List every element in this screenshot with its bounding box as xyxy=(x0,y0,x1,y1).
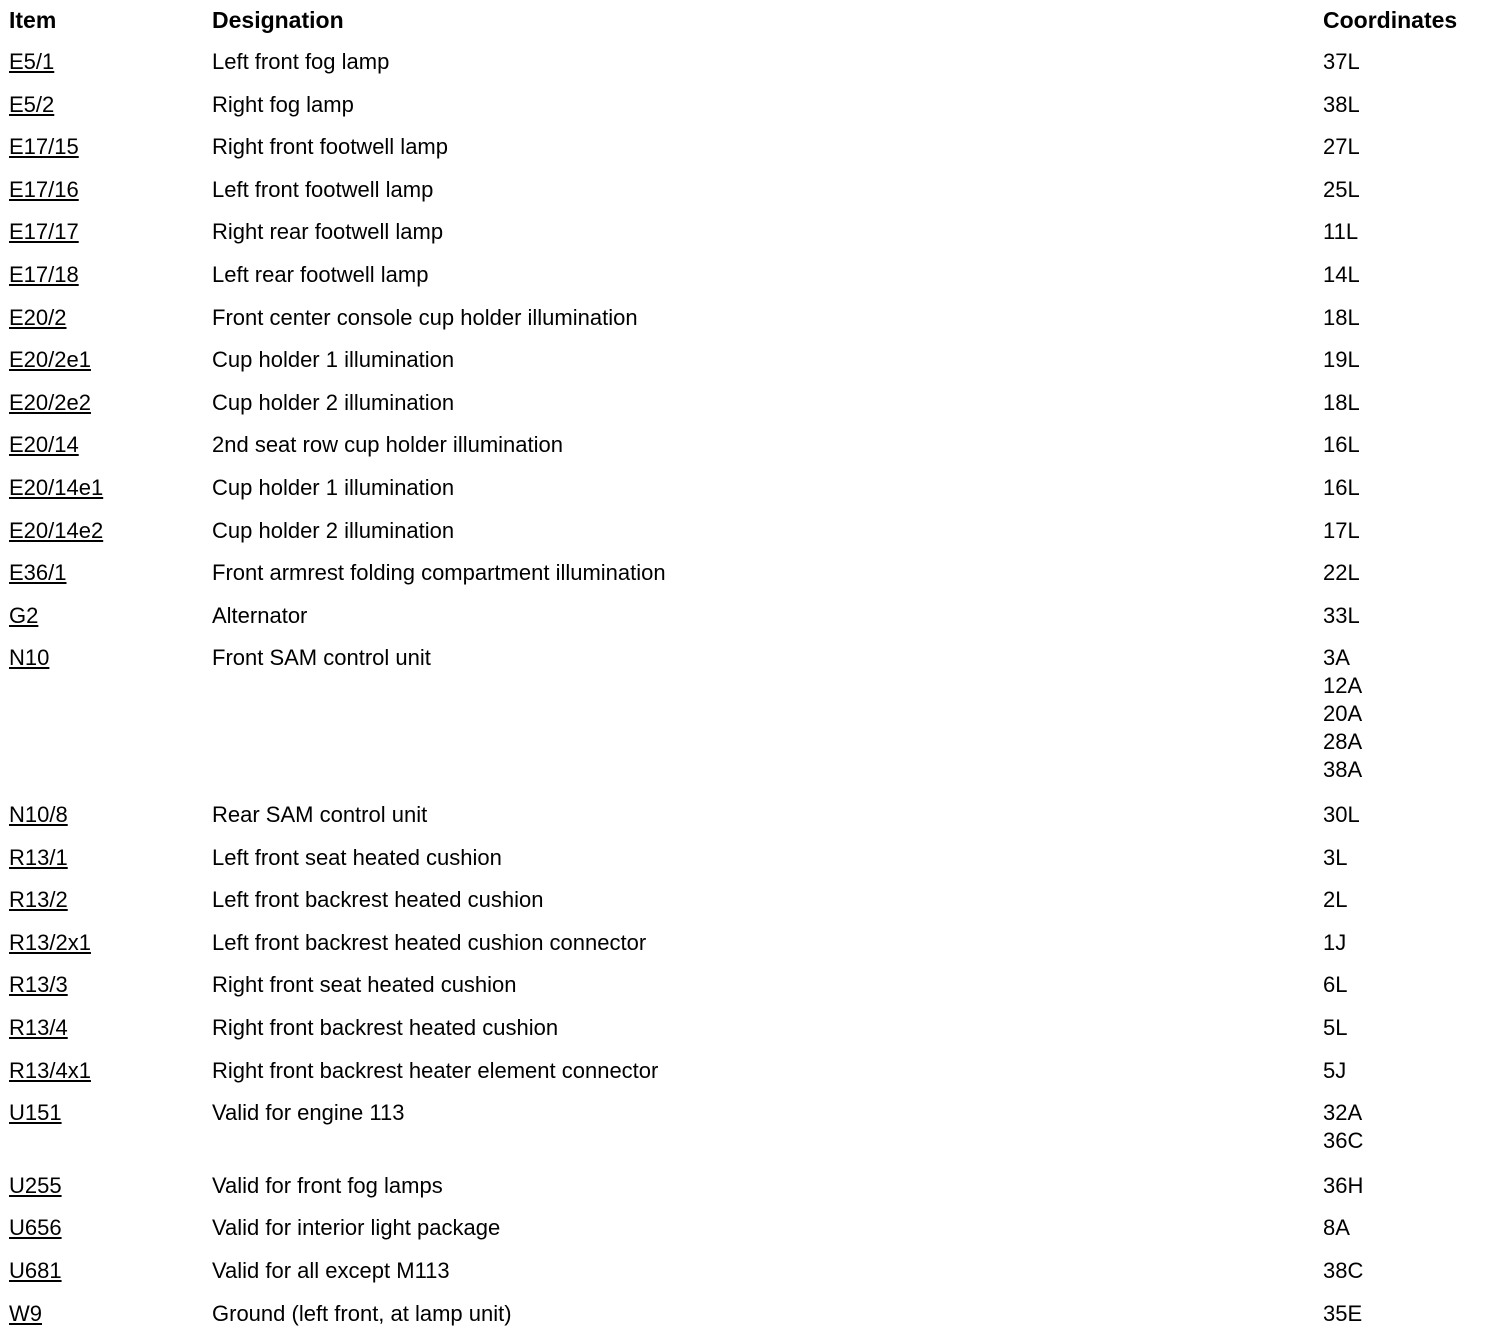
item-cell xyxy=(9,886,68,914)
item-link[interactable]: E5/2 xyxy=(9,91,55,117)
item-link[interactable]: R13/4x1 xyxy=(9,1057,91,1083)
designation-cell: Right fog lamp xyxy=(212,91,354,117)
coordinates-cell xyxy=(1323,389,1360,417)
designation-cell: Cup holder 2 illumination xyxy=(212,389,455,415)
coordinates-cell xyxy=(1323,176,1360,204)
item-cell xyxy=(9,801,68,829)
coordinate-value: 6L xyxy=(1323,972,1348,998)
coordinate-value: 3L xyxy=(1323,844,1348,870)
item-cell xyxy=(9,48,54,76)
item-cell xyxy=(9,133,79,161)
item-link[interactable]: U656 xyxy=(9,1215,62,1241)
coordinate-value: 27L xyxy=(1323,134,1360,160)
coordinates-cell xyxy=(1323,304,1360,332)
item-cell xyxy=(9,602,38,630)
item-link[interactable]: R13/1 xyxy=(9,844,68,870)
coordinates-cell xyxy=(1323,1057,1346,1085)
item-link[interactable]: E17/17 xyxy=(9,219,79,245)
item-link[interactable]: U255 xyxy=(9,1172,62,1198)
coordinate-value: 5J xyxy=(1323,1057,1347,1083)
coordinate-value: 12A xyxy=(1323,673,1363,699)
coordinate-value: 16L xyxy=(1323,432,1360,458)
coordinates-cell xyxy=(1323,602,1360,630)
coordinates-cell xyxy=(1323,1014,1347,1042)
coordinates-cell xyxy=(1323,971,1347,999)
item-cell xyxy=(9,1014,68,1042)
coordinate-value: 22L xyxy=(1323,560,1360,586)
coordinate-value: 33L xyxy=(1323,602,1360,628)
coordinates-cell xyxy=(1323,559,1360,587)
item-link[interactable]: R13/3 xyxy=(9,972,68,998)
coordinate-value: 36H xyxy=(1323,1172,1364,1198)
coordinate-value: 28A xyxy=(1323,729,1363,755)
designation-cell: Right front footwell lamp xyxy=(212,134,448,160)
item-cell xyxy=(9,389,91,417)
coordinates-cell xyxy=(1323,801,1360,829)
item-link[interactable]: E20/14 xyxy=(9,432,79,458)
coordinate-value: 30L xyxy=(1323,802,1360,827)
designation-cell: Left rear footwell lamp xyxy=(212,262,429,287)
coordinate-value: 8A xyxy=(1323,1215,1350,1241)
item-link[interactable]: R13/2 xyxy=(9,887,68,913)
coordinates-cell xyxy=(1323,886,1347,914)
coordinate-value: 16L xyxy=(1323,475,1360,500)
item-cell xyxy=(9,346,91,374)
coordinates-cell xyxy=(1323,218,1358,246)
item-cell xyxy=(9,91,54,119)
designation-cell: Valid for engine 113 xyxy=(212,1100,405,1126)
coordinates-cell xyxy=(1323,1300,1362,1328)
item-link[interactable]: N10 xyxy=(9,645,50,671)
item-link[interactable]: E17/18 xyxy=(9,262,79,287)
designation-cell: Valid for front fog lamps xyxy=(212,1172,443,1198)
item-cell xyxy=(9,1172,62,1200)
designation-cell: 2nd seat row cup holder illumination xyxy=(212,432,563,458)
item-link[interactable]: R13/4 xyxy=(9,1015,68,1040)
coordinates-cell xyxy=(1323,91,1360,119)
item-link[interactable]: E20/2e1 xyxy=(9,347,91,373)
coordinate-value: 36C xyxy=(1323,1128,1364,1154)
item-link[interactable]: U681 xyxy=(9,1258,62,1283)
coordinate-value: 25L xyxy=(1323,176,1360,202)
coordinate-value: 38C xyxy=(1323,1258,1364,1283)
coordinate-value: 5L xyxy=(1323,1015,1348,1040)
item-cell xyxy=(9,1057,91,1085)
coordinate-value: 14L xyxy=(1323,262,1360,287)
item-link[interactable]: G2 xyxy=(9,602,39,628)
item-cell xyxy=(9,1300,42,1328)
coordinate-value: 35E xyxy=(1323,1300,1363,1326)
coordinate-value: 18L xyxy=(1323,304,1360,330)
item-cell xyxy=(9,304,67,332)
designation-cell: Front SAM control unit xyxy=(212,645,431,671)
item-cell xyxy=(9,971,68,999)
header-coordinates: Coordinates xyxy=(1323,7,1458,33)
designation-cell: Right front seat heated cushion xyxy=(212,972,517,998)
item-link[interactable]: N10/8 xyxy=(9,802,68,827)
designation-cell: Left front backrest heated cushion xyxy=(212,887,544,913)
coordinates-cell xyxy=(1323,844,1347,872)
item-link[interactable]: E20/2e2 xyxy=(9,389,91,415)
item-cell xyxy=(9,517,103,545)
coordinate-value: 17L xyxy=(1323,517,1360,543)
designation-cell: Left front seat heated cushion xyxy=(212,844,502,870)
coordinates-cell xyxy=(1323,474,1360,502)
coordinates-cell xyxy=(1323,517,1360,545)
coordinate-value: 20A xyxy=(1323,701,1363,727)
coordinates-cell xyxy=(1323,1172,1363,1200)
coordinates-cell xyxy=(1323,1257,1363,1285)
item-link[interactable]: E17/16 xyxy=(9,176,79,202)
coordinates-cell xyxy=(1323,929,1346,957)
item-link[interactable]: W9 xyxy=(9,1300,42,1326)
coordinate-value: 38L xyxy=(1323,91,1360,117)
designation-cell: Cup holder 1 illumination xyxy=(212,347,455,373)
designation-cell: Left front fog lamp xyxy=(212,49,390,74)
designation-cell: Front armrest folding compartment illumination xyxy=(212,560,666,586)
designation-cell: Left front footwell lamp xyxy=(212,176,434,202)
coordinate-value: 38A xyxy=(1323,757,1363,783)
coordinates-cell xyxy=(1323,431,1360,459)
coordinate-value: 18L xyxy=(1323,389,1360,415)
item-cell xyxy=(9,1099,62,1127)
item-link[interactable]: U151 xyxy=(9,1100,62,1126)
coordinate-value: 32A xyxy=(1323,1100,1363,1126)
designation-cell: Valid for interior light package xyxy=(212,1215,501,1241)
item-cell xyxy=(9,218,79,246)
coordinates-cell xyxy=(1323,133,1360,161)
coordinate-value: 2L xyxy=(1323,887,1348,913)
designation-cell: Valid for all except M113 xyxy=(212,1258,450,1283)
item-cell xyxy=(9,431,79,459)
coordinates-cell xyxy=(1323,1099,1363,1155)
item-cell xyxy=(9,929,91,957)
item-cell xyxy=(9,1214,62,1242)
item-link[interactable]: E5/1 xyxy=(9,49,55,74)
designation-cell: Cup holder 1 illumination xyxy=(212,475,455,500)
item-cell xyxy=(9,261,79,289)
coordinate-value: 1J xyxy=(1323,929,1347,955)
item-cell xyxy=(9,559,67,587)
coordinate-value: 19L xyxy=(1323,347,1360,373)
item-link[interactable]: E20/2 xyxy=(9,304,67,330)
designation-cell: Ground (left front, at lamp unit) xyxy=(212,1300,512,1326)
item-link[interactable]: E20/14e1 xyxy=(9,475,104,500)
coordinates-cell xyxy=(1323,1214,1350,1242)
item-cell xyxy=(9,474,103,502)
header-item: Item xyxy=(9,7,57,33)
designation-cell: Left front backrest heated cushion connector xyxy=(212,929,647,955)
item-link[interactable]: E36/1 xyxy=(9,560,67,586)
coordinate-value: 37L xyxy=(1323,49,1360,74)
item-cell xyxy=(9,844,68,872)
designation-cell: Right rear footwell lamp xyxy=(212,219,444,245)
coordinates-cell xyxy=(1323,346,1360,374)
item-cell xyxy=(9,176,79,204)
item-link[interactable]: R13/2x1 xyxy=(9,929,91,955)
designation-cell: Right front backrest heated cushion xyxy=(212,1015,559,1040)
designation-cell: Alternator xyxy=(212,602,308,628)
designation-cell: Rear SAM control unit xyxy=(212,802,428,827)
coordinates-cell xyxy=(1323,48,1360,76)
coordinate-value: 11L xyxy=(1323,219,1359,245)
coordinate-value: 3A xyxy=(1323,645,1350,671)
designation-cell: Front center console cup holder illumination xyxy=(212,304,638,330)
header-designation: Designation xyxy=(212,7,344,33)
item-cell xyxy=(9,1257,62,1285)
coordinates-cell xyxy=(1323,644,1362,784)
item-link[interactable]: E17/15 xyxy=(9,134,79,160)
item-link[interactable]: E20/14e2 xyxy=(9,517,104,543)
designation-cell: Right front backrest heater element connector xyxy=(212,1057,659,1083)
designation-cell: Cup holder 2 illumination xyxy=(212,517,455,543)
coordinates-cell xyxy=(1323,261,1360,289)
item-cell xyxy=(9,644,49,672)
